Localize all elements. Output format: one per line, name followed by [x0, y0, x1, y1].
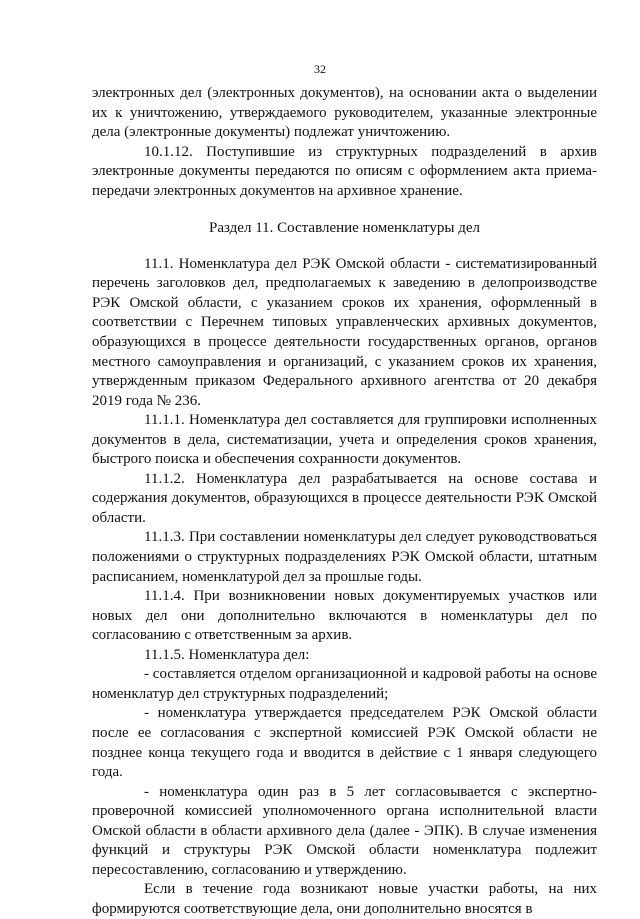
- paragraph: 11.1.1. Номенклатура дел составляется для группировки исполненных документов в дела, систематизации, учета и определения сроков хранения, быстрого поиска и обеспечения сохранности документов.: [92, 412, 597, 468]
- page-number: 32: [314, 62, 326, 76]
- paragraph: 11.1.5. Номенклатура дел:: [144, 646, 310, 663]
- list-item: - номенклатура один раз в 5 лет согласовывается с экспертно-проверочной комиссией уполномоченного органа исполнительной власти Омской области в области архивного дела (далее - ЭПК). В случае изменения функций и структуры РЭК Омской области номенклатура подлежит пересоставлению, согласованию и утверждению.: [92, 783, 597, 878]
- paragraph: 11.1.2. Номенклатура дел разрабатывается на основе состава и содержания документов, образующихся в процессе деятельности РЭК Омской области.: [92, 470, 597, 526]
- document-body: [92, 84, 597, 919]
- paragraph: электронных дел (электронных документов), на основании акта о выделении их к уничтожению, утверждаемого руководителем, указанные электронные дела (электронные документы) подлежат уничтожению.: [92, 85, 597, 141]
- list-item: - составляется отделом организационной и кадровой работы на основе номенклатур дел структурных подразделений;: [92, 666, 597, 702]
- paragraph: 11.1.4. При возникновении новых документируемых участков или новых дел они дополнительно включаются в номенклатуры дел по согласованию с ответственным за архив.: [92, 588, 597, 644]
- paragraph: 11.1. Номенклатура дел РЭК Омской области - систематизированный перечень заголовков дел, предполагаемых к заведению в делопроизводстве РЭК Омской области, с указанием сроков их хранения, оформленный в соответствии с Перечнем типовых управленческих архивных документов, образующихся в процессе деятельности государственных органов, органов местного самоуправления и организаций, с указанием сроков их хранения, утвержденным приказом Федерального архивного агентства от 20 декабря 2019 года № 236.: [92, 255, 597, 409]
- paragraph: 11.1.3. При составлении номенклатуры дел следует руководствоваться положениями о структурных подразделениях РЭК Омской области, штатным расписанием, номенклатурой дел за прошлые годы.: [92, 529, 597, 585]
- paragraph: 10.1.12. Поступившие из структурных подразделений в архив электронные документы передаются по описям с оформлением акта приема-передачи электронных документов на архивное хранение.: [92, 143, 597, 199]
- list-item: - номенклатура утверждается председателем РЭК Омской области после ее согласования с экспертной комиссией РЭК Омской области не позднее конца текущего года и вводится в действие с 1 января следующего года.: [92, 705, 597, 781]
- section-heading: Раздел 11. Составление номенклатуры дел: [209, 220, 480, 237]
- paragraph: Если в течение года возникают новые участки работы, на них формируются соответствующие дела, они дополнительно вносятся в: [92, 881, 597, 917]
